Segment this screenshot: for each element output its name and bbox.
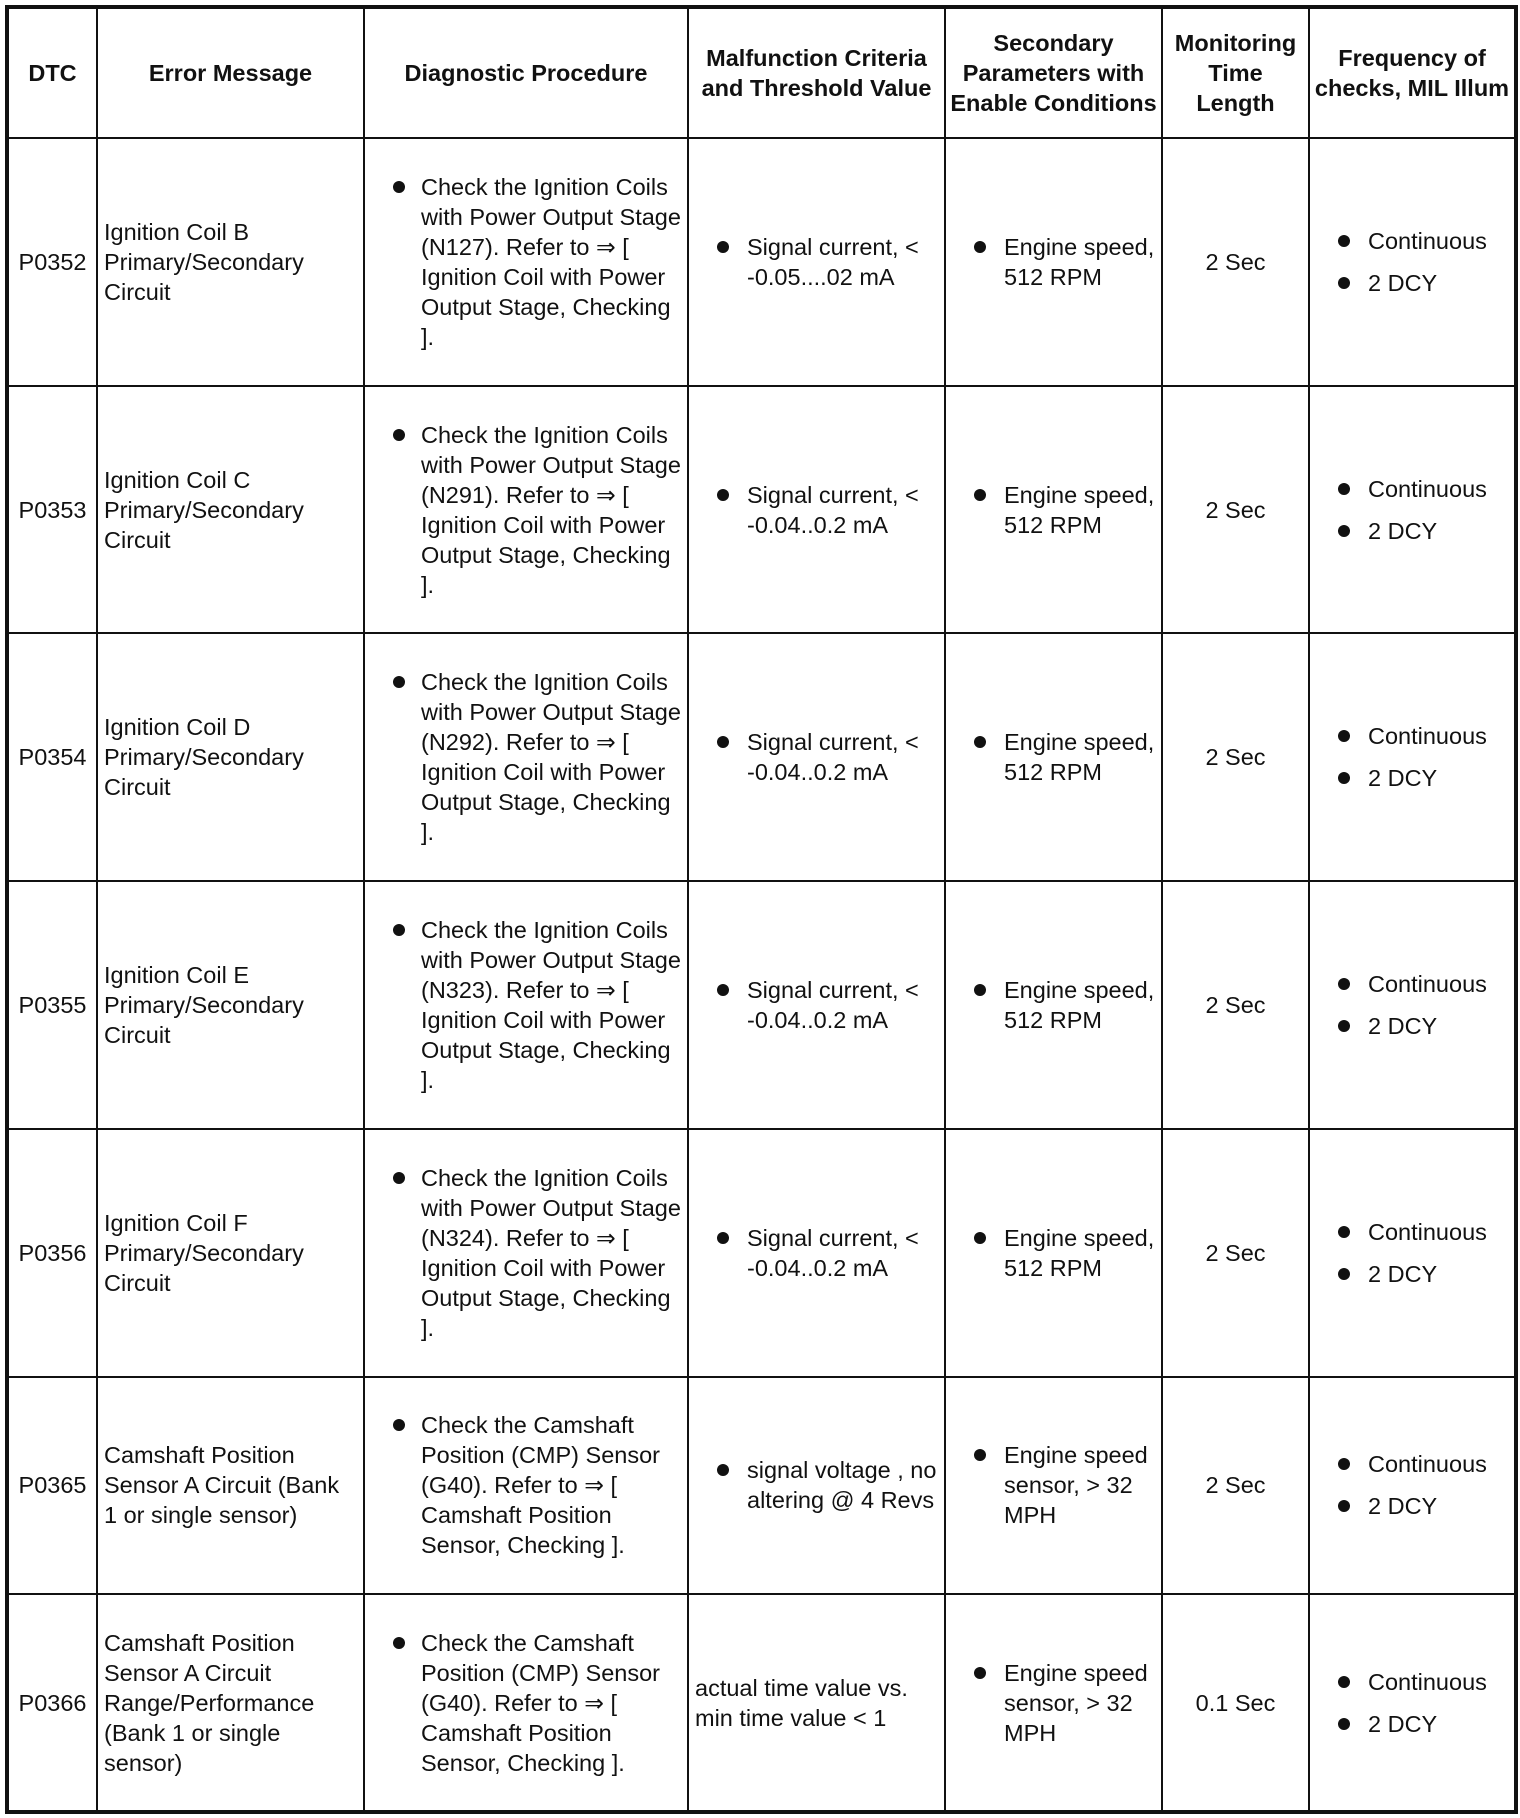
procedure-bullet: Check the Ignition Coils with Power Output Stage (N291). Refer to ⇒ [ Ignition Coil with Power Output Stage, Checking ]. — [371, 420, 681, 600]
procedure-bullet: Check the Camshaft Position (CMP) Sensor (G40). Refer to ⇒ [ Camshaft Position Sensor, Checking ]. — [371, 1628, 681, 1778]
secondary-bullet: Engine speed, 512 RPM — [952, 975, 1155, 1035]
secondary-parameters-cell — [945, 138, 1162, 386]
malfunction-criteria-cell — [688, 1129, 945, 1377]
malfunction-criteria-cell — [688, 138, 945, 386]
monitoring-time-cell: 2 Sec — [1162, 633, 1309, 881]
malfunction-bullet: Signal current, < -0.04..0.2 mA — [695, 727, 938, 787]
error-message-cell: Ignition Coil E Primary/Secondary Circuit — [97, 881, 364, 1129]
table-row — [7, 1377, 1516, 1595]
header-malfunction-criteria: Malfunction Criteria and Threshold Value — [688, 7, 945, 138]
frequency-continuous: Continuous — [1316, 1217, 1508, 1247]
frequency-dcy: 2 DCY — [1316, 268, 1508, 298]
monitoring-time-cell: 2 Sec — [1162, 386, 1309, 634]
secondary-bullet: Engine speed, 512 RPM — [952, 727, 1155, 787]
monitoring-time-cell: 2 Sec — [1162, 881, 1309, 1129]
dtc-code-cell: P0354 — [7, 633, 97, 881]
secondary-bullet: Engine speed, 512 RPM — [952, 480, 1155, 540]
frequency-dcy: 2 DCY — [1316, 516, 1508, 546]
malfunction-bullet: Signal current, < -0.04..0.2 mA — [695, 480, 938, 540]
dtc-code-cell: P0352 — [7, 138, 97, 386]
secondary-parameters-cell — [945, 633, 1162, 881]
diagnostic-procedure-cell — [364, 1594, 688, 1812]
frequency-dcy: 2 DCY — [1316, 1709, 1508, 1739]
table-row — [7, 138, 1516, 386]
frequency-cell — [1309, 881, 1516, 1129]
header-diagnostic-procedure: Diagnostic Procedure — [364, 7, 688, 138]
malfunction-bullet: signal voltage , no altering @ 4 Revs — [695, 1455, 938, 1515]
malfunction-criteria-cell: actual time value vs. min time value < 1 — [688, 1594, 945, 1812]
frequency-continuous: Continuous — [1316, 1449, 1508, 1479]
frequency-dcy: 2 DCY — [1316, 1259, 1508, 1289]
error-message-cell: Camshaft Position Sensor A Circuit Range/Performance (Bank 1 or single sensor) — [97, 1594, 364, 1812]
frequency-cell — [1309, 1377, 1516, 1595]
frequency-dcy: 2 DCY — [1316, 1491, 1508, 1521]
secondary-parameters-cell — [945, 386, 1162, 634]
frequency-cell — [1309, 1594, 1516, 1812]
monitoring-time-cell: 2 Sec — [1162, 1129, 1309, 1377]
dtc-code-cell: P0353 — [7, 386, 97, 634]
frequency-continuous: Continuous — [1316, 969, 1508, 999]
header-dtc: DTC — [7, 7, 97, 138]
malfunction-criteria-cell — [688, 633, 945, 881]
malfunction-criteria-cell — [688, 386, 945, 634]
header-secondary-parameters: Secondary Parameters with Enable Conditions — [945, 7, 1162, 138]
header-error-message: Error Message — [97, 7, 364, 138]
secondary-parameters-cell — [945, 1377, 1162, 1595]
diagnostic-procedure-cell — [364, 633, 688, 881]
procedure-bullet: Check the Ignition Coils with Power Output Stage (N323). Refer to ⇒ [ Ignition Coil with Power Output Stage, Checking ]. — [371, 915, 681, 1095]
procedure-bullet: Check the Ignition Coils with Power Output Stage (N324). Refer to ⇒ [ Ignition Coil with Power Output Stage, Checking ]. — [371, 1163, 681, 1343]
dtc-code-cell: P0366 — [7, 1594, 97, 1812]
error-message-cell: Ignition Coil D Primary/Secondary Circuit — [97, 633, 364, 881]
monitoring-time-cell: 2 Sec — [1162, 138, 1309, 386]
error-message-cell: Ignition Coil B Primary/Secondary Circuit — [97, 138, 364, 386]
header-frequency: Frequency of checks, MIL Illum — [1309, 7, 1516, 138]
malfunction-bullet: Signal current, < -0.05....02 mA — [695, 232, 938, 292]
frequency-continuous: Continuous — [1316, 721, 1508, 751]
dtc-code-cell: P0355 — [7, 881, 97, 1129]
diagnostic-procedure-cell — [364, 386, 688, 634]
error-message-cell: Ignition Coil C Primary/Secondary Circuit — [97, 386, 364, 634]
monitoring-time-cell: 2 Sec — [1162, 1377, 1309, 1595]
monitoring-time-cell: 0.1 Sec — [1162, 1594, 1309, 1812]
dtc-code-cell: P0356 — [7, 1129, 97, 1377]
malfunction-criteria-cell — [688, 1377, 945, 1595]
frequency-cell — [1309, 138, 1516, 386]
secondary-parameters-cell — [945, 1594, 1162, 1812]
frequency-dcy: 2 DCY — [1316, 1011, 1508, 1041]
diagnostic-procedure-cell — [364, 1377, 688, 1595]
secondary-bullet: Engine speed, 512 RPM — [952, 232, 1155, 292]
malfunction-bullet: Signal current, < -0.04..0.2 mA — [695, 975, 938, 1035]
frequency-cell — [1309, 633, 1516, 881]
frequency-cell — [1309, 386, 1516, 634]
table-row — [7, 1594, 1516, 1812]
secondary-bullet: Engine speed sensor, > 32 MPH — [952, 1658, 1155, 1748]
secondary-bullet: Engine speed, 512 RPM — [952, 1223, 1155, 1283]
secondary-parameters-cell — [945, 881, 1162, 1129]
dtc-code-cell: P0365 — [7, 1377, 97, 1595]
secondary-bullet: Engine speed sensor, > 32 MPH — [952, 1440, 1155, 1530]
secondary-parameters-cell — [945, 1129, 1162, 1377]
error-message-cell: Camshaft Position Sensor A Circuit (Bank 1 or single sensor) — [97, 1377, 364, 1595]
error-message-cell: Ignition Coil F Primary/Secondary Circuit — [97, 1129, 364, 1377]
dtc-table — [5, 5, 1518, 1814]
procedure-bullet: Check the Camshaft Position (CMP) Sensor (G40). Refer to ⇒ [ Camshaft Position Sensor, Checking ]. — [371, 1410, 681, 1560]
table-row — [7, 633, 1516, 881]
header-monitoring-time: Monitoring Time Length — [1162, 7, 1309, 138]
diagnostic-procedure-cell — [364, 138, 688, 386]
malfunction-criteria-cell — [688, 881, 945, 1129]
table-row — [7, 386, 1516, 634]
frequency-dcy: 2 DCY — [1316, 763, 1508, 793]
table-row — [7, 881, 1516, 1129]
malfunction-bullet: Signal current, < -0.04..0.2 mA — [695, 1223, 938, 1283]
procedure-bullet: Check the Ignition Coils with Power Output Stage (N127). Refer to ⇒ [ Ignition Coil with Power Output Stage, Checking ]. — [371, 172, 681, 352]
frequency-cell — [1309, 1129, 1516, 1377]
table-row — [7, 1129, 1516, 1377]
procedure-bullet: Check the Ignition Coils with Power Output Stage (N292). Refer to ⇒ [ Ignition Coil with Power Output Stage, Checking ]. — [371, 667, 681, 847]
diagnostic-procedure-cell — [364, 881, 688, 1129]
header-row — [7, 7, 1516, 138]
diagnostic-procedure-cell — [364, 1129, 688, 1377]
frequency-continuous: Continuous — [1316, 474, 1508, 504]
frequency-continuous: Continuous — [1316, 226, 1508, 256]
frequency-continuous: Continuous — [1316, 1667, 1508, 1697]
